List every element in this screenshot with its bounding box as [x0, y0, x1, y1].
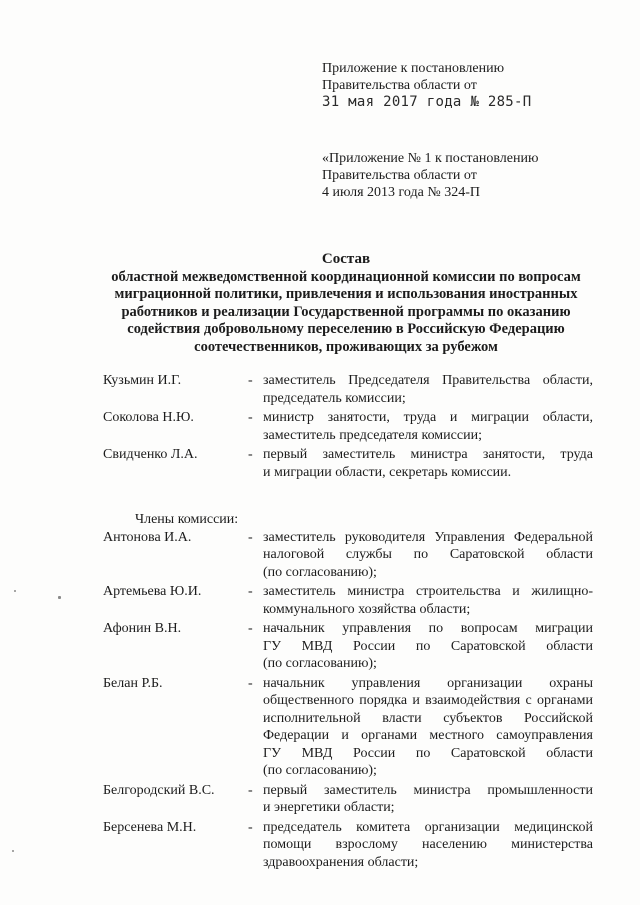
role-line: (по согласованию);	[263, 763, 377, 778]
role-line: Федерации и органами местного самоуправления	[263, 728, 593, 743]
role-line: и миграции области, секретарь комиссии.	[263, 464, 512, 480]
appendix-current-date-stamp: 31 мая 2017 года № 285-П	[322, 94, 532, 110]
appendix-original-line-2: Правительства области от	[322, 168, 477, 183]
separator-dash: -	[248, 782, 253, 798]
role-line: министр занятости, труда и миграции области,	[263, 410, 593, 425]
member-role	[263, 529, 593, 582]
member-name: Берсенева М.Н.	[103, 819, 197, 835]
role-line: заместитель руководителя Управления Федеральной	[263, 529, 593, 545]
members-heading: Члены комиссии:	[135, 512, 239, 527]
member-role	[263, 583, 593, 618]
role-line: общественного порядка и взаимодействия с органами	[263, 693, 593, 708]
member-name: Свидченко Л.А.	[103, 447, 198, 462]
separator-dash: -	[248, 410, 253, 425]
title-line: областной межведомственной координационной комиссии по вопросам	[111, 268, 581, 285]
title-line: работников и реализации Государственной программы по оказанию	[121, 303, 571, 320]
role-line: первый заместитель министра промышленности	[263, 782, 593, 798]
appendix-current-line-2: Правительства области от	[322, 78, 477, 93]
member-role	[263, 372, 593, 407]
member-role	[263, 409, 593, 444]
separator-dash: -	[248, 529, 253, 545]
appendix-current-block	[322, 60, 622, 111]
role-line: начальник управления по вопросам миграции	[263, 621, 593, 636]
role-line: ГУ МВД России по Саратовской области	[263, 638, 593, 654]
member-row	[103, 529, 603, 582]
role-line: коммунального хозяйства области;	[263, 601, 471, 617]
member-role	[263, 446, 593, 481]
role-line: председатель комиссии;	[263, 390, 406, 406]
member-role	[263, 675, 593, 780]
role-line: исполнительной власти субъектов Российской	[263, 710, 593, 726]
separator-dash: -	[248, 621, 253, 636]
member-name: Артемьева Ю.И.	[103, 584, 202, 599]
role-line: заместитель министра строительства и жилищно-	[263, 584, 593, 599]
separator-dash: -	[248, 675, 253, 691]
title-line: содействия добровольному переселению в Российскую Федерацию	[127, 321, 565, 337]
scan-speck	[12, 850, 14, 852]
appendix-current-line-1: Приложение к постановлению	[322, 61, 505, 76]
member-row	[103, 675, 603, 780]
member-role	[263, 819, 593, 872]
member-name: Белгородский В.С.	[103, 782, 215, 798]
role-line: председатель комитета организации медицинской	[263, 819, 593, 835]
role-line: помощи взрослому населению министерства	[263, 837, 593, 852]
separator-dash: -	[248, 584, 253, 599]
member-name: Афонин В.Н.	[103, 621, 182, 636]
leadership-row	[103, 372, 603, 407]
title-line: соотечественников, проживающих за рубежом	[194, 338, 498, 355]
role-line: здравоохранения области;	[263, 854, 419, 870]
scan-speck	[14, 590, 16, 592]
member-name: Антонова И.А.	[103, 529, 192, 545]
role-line: (по согласованию);	[263, 564, 377, 580]
role-line: (по согласованию);	[263, 656, 377, 671]
role-line: заместитель Председателя Правительства области,	[263, 373, 593, 388]
member-row	[103, 782, 603, 817]
role-line: ГУ МВД России по Саратовской области	[263, 745, 593, 761]
commission-list	[103, 372, 603, 871]
appendix-original-block	[322, 150, 622, 201]
leadership-row	[103, 409, 603, 444]
role-line: первый заместитель министра занятости, труда	[263, 447, 593, 462]
member-row	[103, 620, 603, 673]
leadership-row	[103, 446, 603, 481]
document-title	[96, 251, 596, 356]
separator-dash: -	[248, 819, 253, 835]
member-row	[103, 819, 603, 872]
member-name: Кузьмин И.Г.	[103, 373, 182, 388]
title-heading: Состав	[321, 251, 371, 267]
role-line: заместитель председателя комиссии;	[263, 427, 482, 443]
member-name: Соколова Н.Ю.	[103, 410, 194, 425]
member-role	[263, 620, 593, 673]
member-row	[103, 583, 603, 618]
scan-speck	[58, 596, 61, 599]
role-line: начальник управления организации охраны	[263, 675, 593, 691]
appendix-original-line-3: 4 июля 2013 года № 324-П	[322, 185, 480, 200]
member-role	[263, 782, 593, 817]
role-line: налоговой службы по Саратовской области	[263, 547, 593, 562]
role-line: и энергетики области;	[263, 800, 395, 815]
separator-dash: -	[248, 447, 253, 462]
separator-dash: -	[248, 373, 253, 388]
member-name: Белан Р.Б.	[103, 675, 163, 691]
appendix-original-line-1: «Приложение № 1 к постановлению	[322, 151, 539, 166]
title-line: миграционной политики, привлечения и использования иностранных	[114, 286, 578, 302]
